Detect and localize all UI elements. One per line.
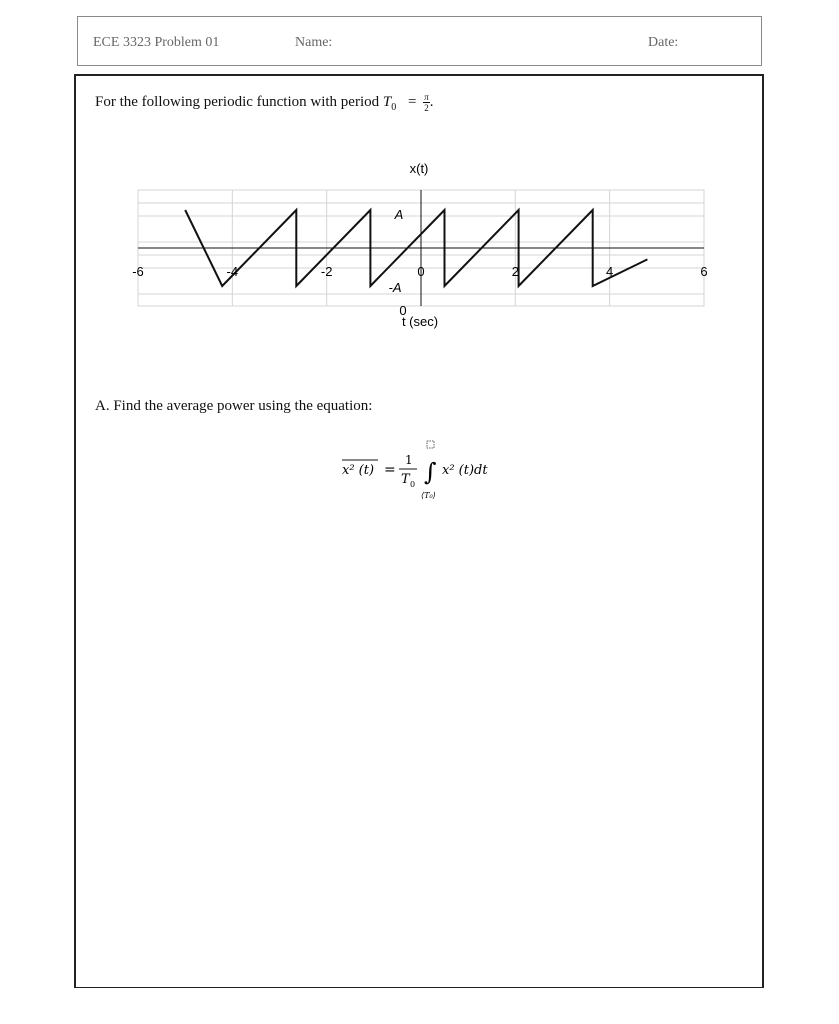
- y-label-zero: 0: [399, 303, 407, 318]
- eq-lower-limit: ⟨T₀⟩: [421, 491, 436, 500]
- integral-sign: ∫: [424, 458, 437, 486]
- date-label: Date:: [648, 35, 679, 50]
- problem-statement: [95, 92, 433, 113]
- intro-equals: =: [407, 93, 417, 110]
- x-tick-label: 2: [511, 264, 519, 279]
- period-symbol: T: [382, 93, 392, 110]
- sawtooth-chart: [130, 156, 714, 336]
- eq-lhs: x² (t): [342, 463, 375, 478]
- intro-text: For the following periodic function with period: [95, 93, 383, 110]
- y-label-A: A: [394, 207, 404, 222]
- eq-frac-num: 1: [405, 453, 413, 467]
- x-tick-label: -2: [320, 264, 333, 279]
- chart-xlabel: t (sec): [401, 314, 439, 329]
- x-tick-label: -6: [132, 264, 144, 279]
- part-a-prompt: A. Find the average power using the equation:: [95, 398, 373, 414]
- chart-title: x(t): [409, 161, 429, 176]
- header-box: [77, 16, 762, 66]
- x-tick-label: 4: [606, 264, 614, 279]
- period-subscript: 0: [391, 101, 397, 113]
- x-tick-label: 0: [417, 264, 425, 279]
- course-title: ECE 3323 Problem 01: [93, 35, 220, 50]
- intro-end: .: [429, 93, 434, 110]
- eq-equals: =: [384, 462, 396, 478]
- x-tick-label: -4: [226, 264, 239, 279]
- eq-frac-den: T: [401, 472, 410, 487]
- period-frac-den: 2: [424, 103, 429, 113]
- eq-frac-den-sub: 0: [410, 480, 416, 489]
- chart-marks: [132, 190, 707, 318]
- average-power-equation: [338, 438, 538, 512]
- placeholder-box: [427, 441, 434, 448]
- x-tick-label: 6: [700, 264, 708, 279]
- period-frac-num: π: [424, 92, 429, 102]
- name-label: Name:: [295, 35, 333, 50]
- eq-integrand: x² (t)dt: [442, 463, 488, 478]
- y-label-neg-A: -A: [388, 280, 402, 295]
